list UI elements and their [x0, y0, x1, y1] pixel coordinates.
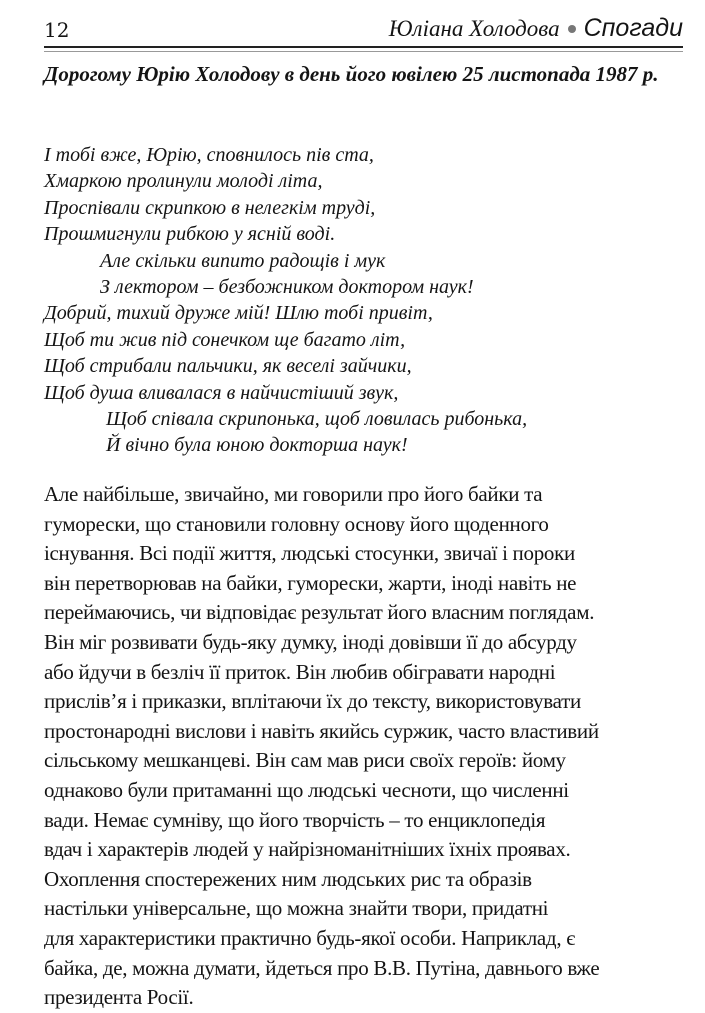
prose-paragraph: [44, 480, 599, 1013]
prose-line: простонародні вислови і навіть якийсь суржик, часто властивий: [44, 718, 599, 743]
prose-line: настільки універсальне, що можна знайти твори, придатні: [44, 896, 549, 921]
poem-line: Щоб ти жив під сонечком ще багато літ,: [44, 328, 406, 351]
prose-line: вдач і характерів людей у найрізноманітніших їхніх проявах.: [44, 837, 571, 862]
poem-line: І тобі вже, Юрію, сповнилось пів ста,: [44, 144, 374, 166]
prose-line: Охоплення спостережених ним людських рис та образів: [44, 866, 532, 891]
poem-line: З лектором – безбожником доктором наук!: [100, 276, 474, 299]
page-number: 12: [44, 18, 70, 42]
prose-line: однаково були притаманні що людські чесноти, що численні: [44, 777, 569, 802]
running-header: [44, 12, 683, 44]
poem-line: Й вічно була юною докторша наук!: [106, 434, 408, 457]
poem-line: Добрий, тихий друже мій! Шлю тобі привіт,: [44, 302, 433, 325]
running-title: [389, 14, 683, 43]
header-rule: [44, 46, 683, 48]
prose-line: для характеристики практично будь-якої особи. Наприклад, є: [44, 925, 575, 950]
prose-line: вади. Немає сумніву, що його творчість – то енциклопедія: [44, 807, 546, 832]
poem-line: Щоб стрибали пальчики, як веселі зайчики,: [44, 355, 412, 378]
poem-line: Але скільки випито радощів і мук: [100, 249, 386, 272]
poem: [44, 142, 527, 459]
prose-line: гуморески, що становили головну основу його щоденного: [44, 511, 549, 536]
prose-line: байка, де, можна думати, йдеться про В.В. Путіна, давнього вже: [44, 955, 600, 980]
prose-line: сільському мешканцеві. Він сам мав риси своїх героїв: йому: [44, 748, 566, 773]
prose-line: Він міг розвивати будь-яку думку, іноді довівши її до абсурду: [44, 629, 577, 654]
poem-line: Щоб душа вливалася в найчистіший звук,: [44, 381, 399, 404]
prose-line: існування. Всі події життя, людські стосунки, звичаї і пороки: [44, 541, 575, 566]
book-title: Спогади: [583, 14, 683, 42]
prose-line: переймаючись, чи відповідає результат його власним поглядам.: [44, 600, 595, 625]
header-rule-thin: [44, 51, 683, 52]
poem-line: Проспівали скрипкою в нелегкім труді,: [44, 196, 376, 219]
author-name: Юліана Холодова: [388, 16, 560, 41]
prose-line: він перетворював на байки, гуморески, жарти, іноді навіть не: [44, 570, 577, 595]
prose-line: Але найбільше, звичайно, ми говорили про його байки та: [44, 482, 543, 506]
dedication-heading: Дорогому Юрію Холодову в день його ювілею 25 листопада 1987 р.: [44, 62, 659, 86]
poem-line: Щоб співала скрипонька, щоб ловилась рибонька,: [106, 408, 528, 431]
poem-line: Хмаркою пролинули молоді літа,: [44, 170, 323, 193]
bullet-separator-icon: [568, 25, 576, 33]
prose-line: або йдучи в безліч її приток. Він любив обігравати народні: [44, 659, 556, 684]
prose-line: прислів’я і приказки, вплітаючи їх до тексту, використовувати: [44, 689, 581, 714]
prose-line: президента Росії.: [44, 985, 194, 1010]
poem-line: Прошмигнули рибкою у ясній воді.: [44, 223, 336, 246]
